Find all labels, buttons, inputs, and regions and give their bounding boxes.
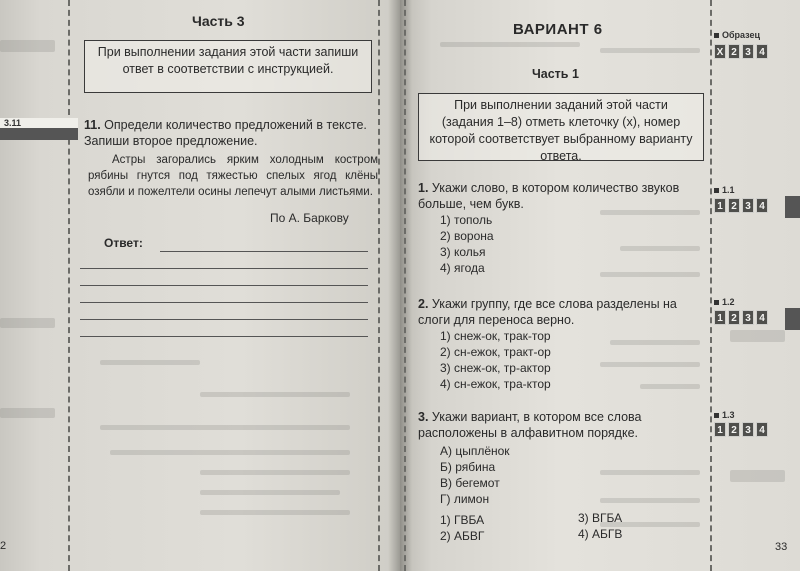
passage-author: По А. Баркову: [270, 211, 349, 225]
answer-line[interactable]: [80, 268, 368, 269]
question-number: 3.: [418, 410, 429, 424]
answer-cell: Х: [714, 44, 726, 59]
task-number: 11.: [84, 118, 101, 132]
option[interactable]: 2) АБВГ: [440, 529, 485, 543]
left-page-dashed-margin: [68, 0, 70, 571]
option[interactable]: 2) сн-ежок, тракт-ор: [440, 345, 551, 359]
part-3-instruction-box: При выполнении задания этой части запиши ответ в соответствии с инструкцией.: [84, 40, 372, 93]
word-item: Г) лимон: [440, 492, 490, 506]
answer-cell[interactable]: 1: [714, 198, 726, 213]
answer-cell[interactable]: 1: [714, 310, 726, 325]
option[interactable]: 1) ГВБА: [440, 513, 485, 527]
sample-label: Образец: [714, 30, 760, 40]
part-1-title: Часть 1: [532, 67, 579, 81]
answer-cell: 2: [728, 44, 740, 59]
part-1-instruction-box: При выполнении заданий этой части (задания 1–8) отметь клеточку (х), номер которой соответствует выбранному варианту ответа.: [418, 93, 704, 161]
answer-cell[interactable]: 4: [756, 310, 768, 325]
answer-cell[interactable]: 1: [714, 422, 726, 437]
question-3-code: 1.3: [714, 410, 735, 420]
answer-cell[interactable]: 2: [728, 198, 740, 213]
question-text: Укажи вариант, в котором все слова расположены в алфавитном порядке.: [418, 410, 642, 440]
question-1-answer-cells: [714, 198, 768, 214]
option[interactable]: 4) АБГВ: [578, 527, 623, 541]
task-11: [84, 117, 374, 149]
left-page-dashed-edge: [378, 0, 380, 571]
option[interactable]: 1) снеж-ок, трак-тор: [440, 329, 551, 343]
task-text: Определи количество предложений в тексте. Запиши второе предложение.: [84, 118, 367, 148]
question-text: Укажи слово, в котором количество звуков больше, чем букв.: [418, 181, 680, 211]
answer-cell[interactable]: 2: [728, 310, 740, 325]
question-2: [418, 296, 708, 328]
answer-cell[interactable]: 3: [742, 422, 754, 437]
question-3: [418, 409, 708, 441]
option[interactable]: 2) ворона: [440, 229, 494, 243]
option[interactable]: 3) ВГБА: [578, 511, 623, 525]
answer-line[interactable]: [80, 336, 368, 337]
question-1: [418, 180, 706, 212]
task-code-label: 3.11: [4, 118, 22, 128]
answer-cell[interactable]: 2: [728, 422, 740, 437]
reading-passage: Астры загорались ярким холодным костром рябины гнутся под тяжестью спелых ягод клёны озябли и пожелтели осины лепечут алыми листьями.: [88, 154, 378, 198]
answer-cell[interactable]: 3: [742, 310, 754, 325]
option[interactable]: 4) сн-ежок, тра-ктор: [440, 377, 551, 391]
question-2-code: 1.2: [714, 297, 735, 307]
answer-cell: 4: [756, 44, 768, 59]
option[interactable]: 3) снеж-ок, тр-актор: [440, 361, 551, 375]
answer-cell[interactable]: 3: [742, 198, 754, 213]
left-page-number: 2: [0, 540, 7, 552]
right-page-number: 33: [775, 541, 788, 553]
answer-cell[interactable]: 4: [756, 198, 768, 213]
variant-title: ВАРИАНТ 6: [513, 21, 603, 38]
answer-label: Ответ:: [104, 236, 143, 250]
book-gutter: [388, 0, 412, 571]
question-2-answer-cells: [714, 310, 768, 326]
sample-answer-cells: [714, 44, 768, 60]
answer-line[interactable]: [80, 319, 368, 320]
option[interactable]: 1) тополь: [440, 213, 493, 227]
right-page-dashed-edge: [404, 0, 406, 571]
task-code-tab: [0, 118, 78, 140]
answer-line[interactable]: [80, 302, 368, 303]
part-3-title: Часть 3: [192, 13, 245, 29]
right-page-dashed-margin: [710, 0, 712, 571]
question-number: 2.: [418, 297, 429, 311]
word-item: В) бегемот: [440, 476, 500, 490]
option[interactable]: 4) ягода: [440, 261, 485, 275]
question-1-code: 1.1: [714, 185, 735, 195]
word-item: Б) рябина: [440, 460, 496, 474]
answer-line[interactable]: [160, 251, 368, 252]
word-item: А) цыплёнок: [440, 444, 510, 458]
question-number: 1.: [418, 181, 429, 195]
answer-cell[interactable]: 4: [756, 422, 768, 437]
question-3-answer-cells: [714, 422, 768, 438]
option[interactable]: 3) колья: [440, 245, 486, 259]
question-text: Укажи группу, где все слова разделены на слоги для переноса верно.: [418, 297, 677, 327]
answer-line[interactable]: [80, 285, 368, 286]
answer-cell: 3: [742, 44, 754, 59]
